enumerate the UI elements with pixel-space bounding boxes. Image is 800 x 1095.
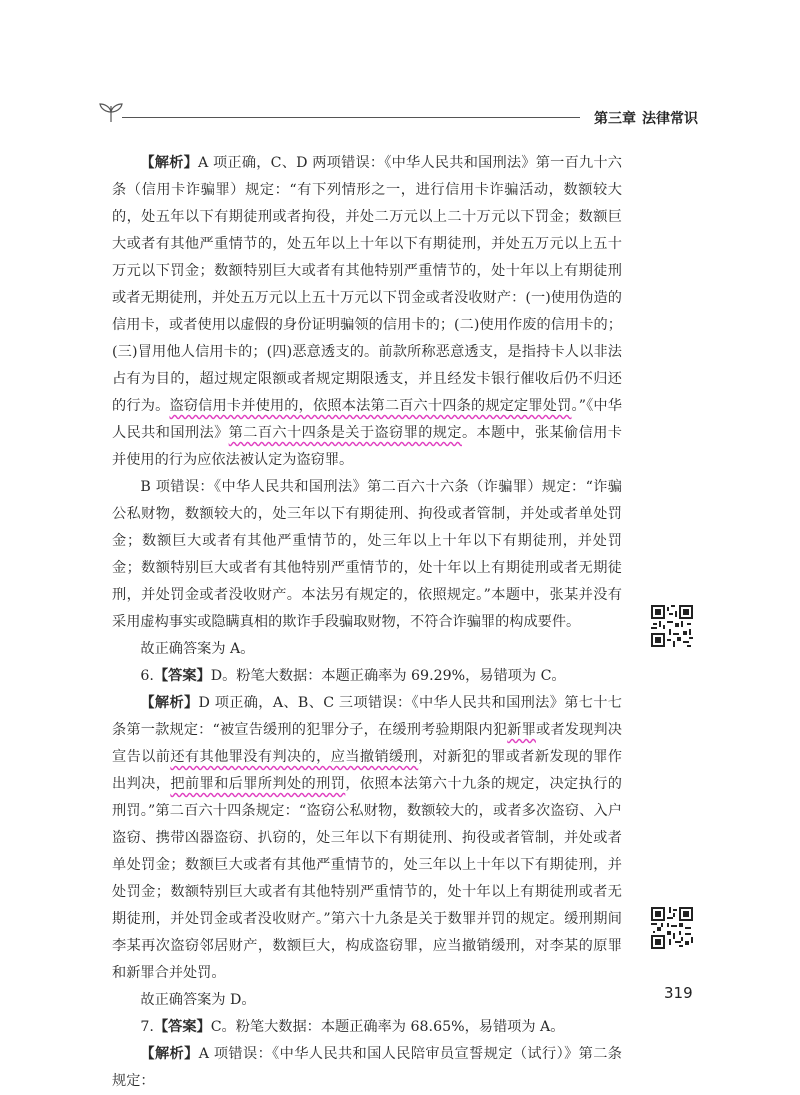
q6-answer-paragraph — [112, 663, 622, 690]
qr-code-q7[interactable] — [651, 907, 693, 949]
answer-text: C。粉笔大数据：本题正确率为 68.65%，易错项为 A。 — [210, 1019, 565, 1035]
running-header — [98, 92, 698, 132]
highlight-text: 第二百六十四条是关于盗窃罪的规定 — [228, 425, 462, 441]
analysis-text: ，对新犯的罪或者新发现的罪作出判决， — [112, 749, 622, 792]
q5-b-paragraph: B 项错误：《中华人民共和国刑法》第二百六十六条（诈骗罪）规定：“诈骗公私财物，数额较大的，处三年以下有期徒刑、拘役或者管制，并处或者单处罚金；数额巨大或者有其他严重情节的，处三年以上十年以下有期徒刑，并处罚金；数额特别巨大或者有其他特别严重情节的，处十年以上有期徒刑或者无期徒刑，并处罚金或者没收财产。本法另有规定的，依照规定。”本题中，张某并没有采用虚构事实或隐瞒真相的欺诈手段骗取财物，不符合诈骗罪的构成要件。 — [112, 479, 622, 630]
chapter-title: 第三章 — [594, 111, 636, 127]
highlight-text: 还有其他罪没有判决的，应当撤销缓刑 — [170, 749, 419, 765]
page-number: 319 — [664, 984, 693, 1002]
analysis-text: D 项正确，A、B、C 三项错误：《中华人民共和国刑法》第七十七条第一款规定：“被宣告缓刑的犯罪分子，在缓刑考验期限内犯 — [112, 695, 622, 738]
analysis-tag: 【解析】 — [140, 1046, 199, 1062]
answer-text: D。粉笔大数据：本题正确率为 69.29%，易错项为 C。 — [210, 668, 566, 684]
q6-answer-line: 故正确答案为 D。 — [140, 992, 256, 1008]
analysis-text: 或者发现判决宣告以前 — [112, 722, 622, 765]
highlight-text: 把前罪和后罪所判处的刑罚 — [170, 776, 346, 792]
page-body — [112, 150, 622, 1095]
question-number: 7. — [140, 1019, 154, 1035]
qr-code-icon — [651, 907, 693, 949]
q7-answer-paragraph — [112, 1014, 622, 1041]
analysis-text: A 项错误：《中华人民共和国人民陪审员宣誓规定（试行）》第二条规定： — [112, 1046, 622, 1089]
answer-tag: 【答案】 — [153, 668, 211, 684]
q5-answer-line: 故正确答案为 A。 — [140, 641, 255, 657]
analysis-text: 。本题中，张某偷信用卡并使用的行为应依法被认定为盗窃罪。 — [112, 425, 622, 468]
qr-code-q6[interactable] — [651, 605, 693, 647]
analysis-text: 。”《中华人民共和国刑法》 — [112, 398, 622, 441]
q5-analysis-paragraph — [112, 150, 622, 474]
analysis-tag: 【解析】 — [140, 695, 199, 711]
qr-code-icon — [651, 605, 693, 647]
analysis-text: ，依照本法第六十九条的规定，决定执行的刑罚。”第二百六十四条规定：“盗窃公私财物，数额较大的，或者多次盗窃、入户盗窃、携带凶器盗窃、扒窃的，处三年以下有期徒刑、拘役或者管制，并处或者单处罚金；数额巨大或者有其他严重情节的，处三年以上十年以下有期徒刑，并处罚金；数额特别巨大或者有其他特别严重情节的，处十年以上有期徒刑或者无期徒刑，并处罚金或者没收财产。”第六十九条是关于数罪并罚的规定。缓刑期间李某再次盗窃邻居财产，数额巨大，构成盗窃罪，应当撤销缓刑，对李某的原罪和新罪合并处罚。 — [112, 776, 622, 981]
q7-analysis-paragraph — [112, 1041, 622, 1095]
q6-analysis-paragraph — [112, 690, 622, 987]
question-number: 6. — [140, 668, 154, 684]
subject-title: 法律常识 — [642, 111, 698, 127]
analysis-tag: 【解析】 — [140, 155, 199, 171]
highlight-text: 盗窃信用卡并使用的，依照本法第二百六十四条的规定定罪处罚 — [169, 398, 572, 414]
header-rule — [122, 117, 580, 118]
analysis-text: A 项正确，C、D 两项错误：《中华人民共和国刑法》第一百九十六条（信用卡诈骗罪）规定：“有下列情形之一，进行信用卡诈骗活动，数额较大的，处五年以下有期徒刑或者拘役，并处二万元以上二十万元以下罚金；数额巨大或者有其他严重情节的，处五年以上十年以下有期徒刑，并处五万元以上五十万元以下罚金；数额特别巨大或者有其他特别严重情节的，处十年以上有期徒刑或者无期徒刑，并处五万元以上五十万元以下罚金或者没收财产：(一)使用伪造的信用卡，或者使用以虚假的身份证明骗领的信用卡的；(二)使用作废的信用卡的；(三)冒用他人信用卡的；(四)恶意透支的。前款所称恶意透支，是指持卡人以非法占有为目的，超过规定限额或者规定期限透支，并且经发卡银行催收后仍不归还的行为。 — [112, 155, 622, 414]
answer-tag: 【答案】 — [153, 1019, 211, 1035]
leaf-icon — [98, 100, 124, 124]
highlight-text: 新罪 — [507, 722, 536, 738]
